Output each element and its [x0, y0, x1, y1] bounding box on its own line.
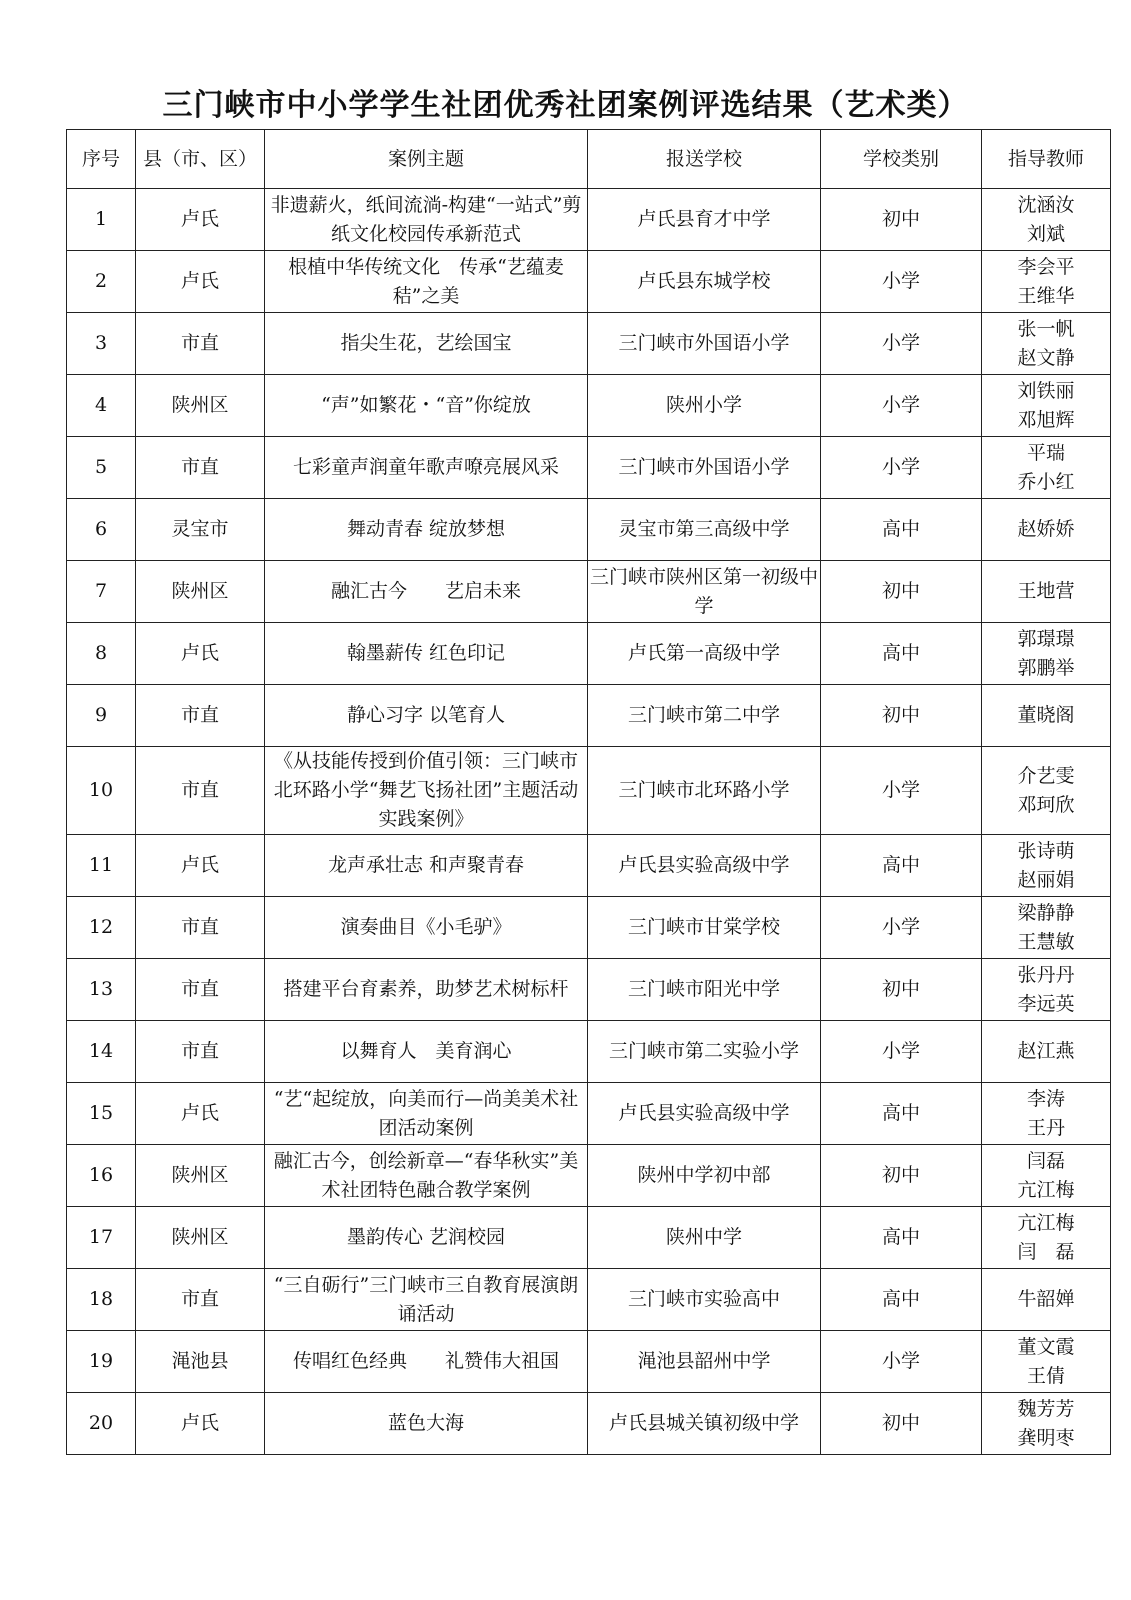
cell-school-type: 初中: [821, 959, 982, 1021]
teacher-names: 张一帆 赵文静: [1017, 317, 1075, 369]
cell-theme: 舞动青春 绽放梦想: [265, 499, 588, 561]
header-school: 报送学校: [588, 130, 821, 189]
cell-teachers: [982, 1269, 1111, 1331]
cell-school-type: 高中: [821, 835, 982, 897]
cell-theme: 融汇古今，创绘新章—“春华秋实”美术社团特色融合教学案例: [265, 1145, 588, 1207]
cell-no: 19: [67, 1331, 136, 1393]
cell-county: 陕州区: [136, 561, 265, 623]
cell-school-type: 高中: [821, 1207, 982, 1269]
teacher-names: 董晓阁: [1017, 704, 1075, 726]
teacher-names: 赵江燕: [1017, 1040, 1075, 1062]
cell-school: 陕州中学初中部: [588, 1145, 821, 1207]
table-header-row: [67, 130, 1111, 189]
cell-school-type: 高中: [821, 623, 982, 685]
teacher-names: 李涛 王丹: [1026, 1087, 1065, 1139]
cell-theme: “艺“起绽放，向美而行—尚美美术社团活动案例: [265, 1083, 588, 1145]
cell-teachers: [982, 437, 1111, 499]
results-table: [66, 129, 1111, 1455]
table-row: [67, 313, 1111, 375]
cell-no: 17: [67, 1207, 136, 1269]
table-row: [67, 437, 1111, 499]
cell-teachers: [982, 623, 1111, 685]
teacher-names: 沈涵汝 刘斌: [1017, 193, 1075, 245]
table-row: [67, 561, 1111, 623]
cell-theme: “三自砺行”三门峡市三自教育展演朗诵活动: [265, 1269, 588, 1331]
cell-teachers: [982, 1393, 1111, 1455]
cell-county: 卢氏: [136, 189, 265, 251]
cell-school-type: 初中: [821, 1145, 982, 1207]
cell-county: 陕州区: [136, 1207, 265, 1269]
cell-theme: 传唱红色经典 礼赞伟大祖国: [265, 1331, 588, 1393]
cell-school-type: 高中: [821, 1083, 982, 1145]
cell-teachers: [982, 1145, 1111, 1207]
teacher-names: 张诗萌 赵丽娟: [1017, 839, 1075, 891]
cell-school-type: 初中: [821, 561, 982, 623]
cell-no: 4: [67, 375, 136, 437]
teacher-names: 平瑞 乔小红: [1017, 441, 1075, 493]
table-row: [67, 1207, 1111, 1269]
cell-school-type: 小学: [821, 313, 982, 375]
cell-theme: 《从技能传授到价值引领：三门峡市北环路小学“舞艺飞扬社团”主题活动实践案例》: [265, 747, 588, 835]
table-row: [67, 1393, 1111, 1455]
cell-no: 15: [67, 1083, 136, 1145]
teacher-names: 王地营: [1017, 580, 1075, 602]
cell-no: 1: [67, 189, 136, 251]
teacher-names: 介艺雯 邓珂欣: [1017, 764, 1075, 816]
teacher-names: 赵娇娇: [1017, 518, 1075, 540]
cell-no: 9: [67, 685, 136, 747]
teacher-names: 亢江梅 闫 磊: [1017, 1211, 1075, 1263]
cell-teachers: [982, 685, 1111, 747]
cell-no: 3: [67, 313, 136, 375]
cell-teachers: [982, 835, 1111, 897]
cell-theme: 搭建平台育素养，助梦艺术树标杆: [265, 959, 588, 1021]
cell-school-type: 小学: [821, 375, 982, 437]
cell-theme: 融汇古今 艺启未来: [265, 561, 588, 623]
cell-school: 陕州中学: [588, 1207, 821, 1269]
cell-teachers: [982, 499, 1111, 561]
cell-county: 陕州区: [136, 1145, 265, 1207]
teacher-names: 闫磊 亢江梅: [1017, 1149, 1075, 1201]
table-row: [67, 685, 1111, 747]
cell-school-type: 小学: [821, 251, 982, 313]
cell-no: 8: [67, 623, 136, 685]
cell-county: 市直: [136, 959, 265, 1021]
table-row: [67, 251, 1111, 313]
table-row: [67, 499, 1111, 561]
cell-school: 三门峡市外国语小学: [588, 437, 821, 499]
table-row: [67, 1083, 1111, 1145]
cell-county: 卢氏: [136, 1393, 265, 1455]
cell-no: 12: [67, 897, 136, 959]
header-county: 县（市、区）: [136, 130, 265, 189]
cell-teachers: [982, 1021, 1111, 1083]
header-teachers: 指导教师: [982, 130, 1111, 189]
table-row: [67, 623, 1111, 685]
table-body: [67, 189, 1111, 1455]
cell-school-type: 初中: [821, 189, 982, 251]
cell-county: 市直: [136, 685, 265, 747]
table-row: [67, 835, 1111, 897]
cell-county: 卢氏: [136, 835, 265, 897]
cell-school: 三门峡市陕州区第一初级中学: [588, 561, 821, 623]
cell-no: 20: [67, 1393, 136, 1455]
cell-no: 16: [67, 1145, 136, 1207]
cell-school-type: 小学: [821, 747, 982, 835]
cell-no: 5: [67, 437, 136, 499]
cell-county: 卢氏: [136, 1083, 265, 1145]
cell-theme: 翰墨薪传 红色印记: [265, 623, 588, 685]
cell-teachers: [982, 561, 1111, 623]
cell-county: 市直: [136, 1021, 265, 1083]
cell-school-type: 小学: [821, 897, 982, 959]
cell-county: 渑池县: [136, 1331, 265, 1393]
table-row: [67, 1145, 1111, 1207]
cell-school: 三门峡市第二实验小学: [588, 1021, 821, 1083]
cell-school: 三门峡市实验高中: [588, 1269, 821, 1331]
cell-school: 卢氏县育才中学: [588, 189, 821, 251]
cell-school-type: 高中: [821, 1269, 982, 1331]
cell-no: 7: [67, 561, 136, 623]
cell-teachers: [982, 189, 1111, 251]
cell-school: 卢氏县城关镇初级中学: [588, 1393, 821, 1455]
cell-theme: 龙声承壮志 和声聚青春: [265, 835, 588, 897]
cell-teachers: [982, 959, 1111, 1021]
cell-teachers: [982, 251, 1111, 313]
cell-teachers: [982, 1331, 1111, 1393]
page-title: 三门峡市中小学学生社团优秀社团案例评选结果（艺术类）: [162, 88, 969, 123]
cell-theme: 指尖生花，艺绘国宝: [265, 313, 588, 375]
cell-school: 渑池县韶州中学: [588, 1331, 821, 1393]
cell-teachers: [982, 1083, 1111, 1145]
teacher-names: 郭璟璟 郭鹏举: [1017, 627, 1075, 679]
cell-school: 卢氏县实验高级中学: [588, 835, 821, 897]
table-row: [67, 1331, 1111, 1393]
cell-county: 陕州区: [136, 375, 265, 437]
teacher-names: 董文霞 王倩: [1017, 1335, 1075, 1387]
table-row: [67, 959, 1111, 1021]
cell-school: 三门峡市第二中学: [588, 685, 821, 747]
cell-theme: 墨韵传心 艺润校园: [265, 1207, 588, 1269]
cell-school: 三门峡市外国语小学: [588, 313, 821, 375]
cell-no: 2: [67, 251, 136, 313]
cell-no: 14: [67, 1021, 136, 1083]
cell-theme: 非遗薪火，纸间流淌-构建“一站式”剪纸文化校园传承新范式: [265, 189, 588, 251]
cell-theme: 演奏曲目《小毛驴》: [265, 897, 588, 959]
cell-school-type: 小学: [821, 1021, 982, 1083]
table-row: [67, 189, 1111, 251]
cell-school: 卢氏第一高级中学: [588, 623, 821, 685]
cell-school: 陕州小学: [588, 375, 821, 437]
table-row: [67, 897, 1111, 959]
cell-county: 市直: [136, 313, 265, 375]
teacher-names: 李会平 王维华: [1017, 255, 1075, 307]
cell-school: 三门峡市阳光中学: [588, 959, 821, 1021]
table-row: [67, 747, 1111, 835]
teacher-names: 魏芳芳 龚明枣: [1017, 1397, 1075, 1449]
teacher-names: 梁静静 王慧敏: [1017, 901, 1075, 953]
cell-teachers: [982, 313, 1111, 375]
cell-school: 卢氏县东城学校: [588, 251, 821, 313]
cell-no: 10: [67, 747, 136, 835]
cell-theme: 根植中华传统文化 传承“艺蕴麦秸”之美: [265, 251, 588, 313]
teacher-names: 张丹丹 李远英: [1017, 963, 1075, 1015]
cell-teachers: [982, 375, 1111, 437]
cell-theme: 以舞育人 美育润心: [265, 1021, 588, 1083]
cell-no: 11: [67, 835, 136, 897]
cell-county: 卢氏: [136, 251, 265, 313]
cell-teachers: [982, 1207, 1111, 1269]
header-theme: 案例主题: [265, 130, 588, 189]
cell-no: 18: [67, 1269, 136, 1331]
cell-county: 卢氏: [136, 623, 265, 685]
cell-county: 市直: [136, 437, 265, 499]
teacher-names: 牛韶婵: [1017, 1288, 1075, 1310]
cell-county: 灵宝市: [136, 499, 265, 561]
cell-school: 灵宝市第三高级中学: [588, 499, 821, 561]
cell-school: 卢氏县实验高级中学: [588, 1083, 821, 1145]
table-row: [67, 1269, 1111, 1331]
cell-county: 市直: [136, 1269, 265, 1331]
cell-school: 三门峡市北环路小学: [588, 747, 821, 835]
cell-theme: 静心习字 以笔育人: [265, 685, 588, 747]
cell-theme: “声”如繁花・“音”你绽放: [265, 375, 588, 437]
teacher-names: 刘铁丽 邓旭辉: [1017, 379, 1075, 431]
cell-theme: 蓝色大海: [265, 1393, 588, 1455]
cell-county: 市直: [136, 897, 265, 959]
cell-school-type: 小学: [821, 1331, 982, 1393]
cell-county: 市直: [136, 747, 265, 835]
cell-theme: 七彩童声润童年歌声嘹亮展风采: [265, 437, 588, 499]
header-no: 序号: [67, 130, 136, 189]
cell-no: 6: [67, 499, 136, 561]
cell-school-type: 初中: [821, 685, 982, 747]
table-row: [67, 1021, 1111, 1083]
cell-school-type: 高中: [821, 499, 982, 561]
cell-school-type: 小学: [821, 437, 982, 499]
cell-teachers: [982, 747, 1111, 835]
cell-school-type: 初中: [821, 1393, 982, 1455]
cell-no: 13: [67, 959, 136, 1021]
cell-teachers: [982, 897, 1111, 959]
table-row: [67, 375, 1111, 437]
header-school-type: 学校类别: [821, 130, 982, 189]
cell-school: 三门峡市甘棠学校: [588, 897, 821, 959]
